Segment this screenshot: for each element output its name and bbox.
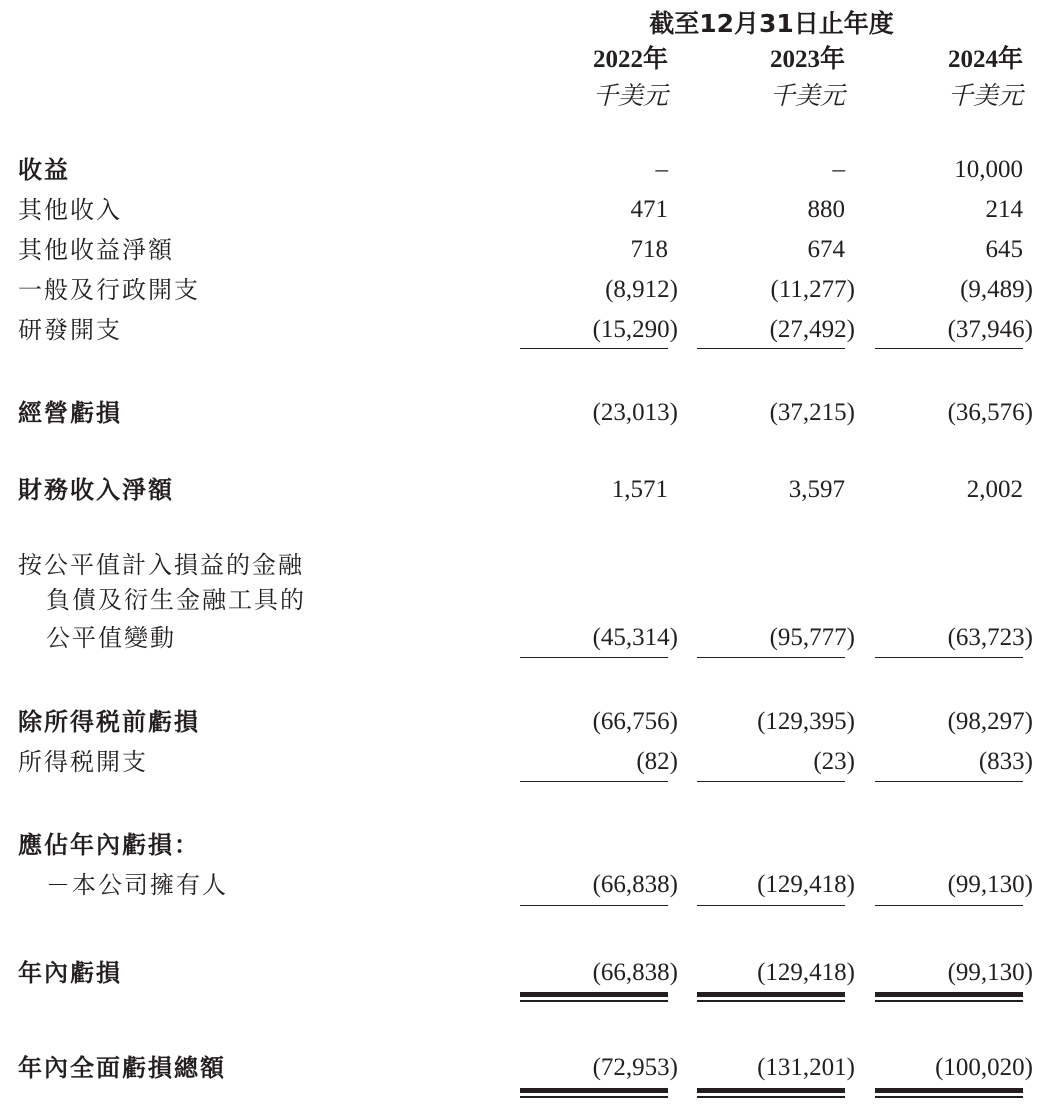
- table-row-fair-value-changes-line2: [0, 580, 1060, 620]
- total-double-rule: [697, 1088, 845, 1097]
- value-2024: (100,020): [935, 1054, 1033, 1081]
- row-label-line: 公平值變動: [46, 624, 176, 652]
- value-2023: 674: [807, 236, 845, 263]
- value-2023: 3,597: [788, 476, 845, 503]
- value-2022: (66,756): [592, 708, 678, 735]
- unit-label: 千美元: [947, 81, 1023, 110]
- value-2024: (37,946): [947, 316, 1033, 343]
- table-row-loss-attributable-heading: [0, 825, 1060, 865]
- value-2022: (82): [636, 748, 678, 775]
- value-2023: 880: [807, 196, 845, 223]
- total-double-rule: [520, 1088, 668, 1097]
- value-2023: (129,418): [757, 959, 855, 986]
- subtotal-rule: [697, 905, 845, 906]
- total-double-rule: [875, 992, 1023, 1001]
- value-2022: –: [655, 156, 668, 183]
- row-label: 其他收益淨額: [18, 236, 174, 264]
- value-2023: –: [832, 156, 845, 183]
- table-row-loss-before-tax: [0, 702, 1060, 742]
- value-2022: (15,290): [592, 316, 678, 343]
- value-2023: (11,277): [770, 276, 855, 303]
- value-2022: (66,838): [592, 871, 678, 898]
- row-label-line: 負債及衍生金融工具的: [46, 586, 306, 614]
- table-row-total-comprehensive-loss: [0, 1048, 1060, 1088]
- row-label: 財務收入淨額: [18, 476, 174, 504]
- value-2023: (95,777): [769, 624, 855, 651]
- row-label: 所得税開支: [18, 748, 148, 776]
- year-column-header-2023: [697, 42, 845, 114]
- table-row-owners-of-company: [0, 865, 1060, 905]
- subtotal-rule: [875, 905, 1023, 906]
- row-label: 其他收入: [18, 196, 122, 224]
- subtotal-rule: [520, 905, 668, 906]
- unit-label: 千美元: [769, 81, 845, 110]
- total-double-rule: [520, 992, 668, 1001]
- table-row-revenue: [0, 150, 1060, 190]
- value-2024: 214: [985, 196, 1023, 223]
- subtotal-rule: [697, 657, 845, 658]
- value-2023: (27,492): [769, 316, 855, 343]
- table-row-fair-value-changes-line1: [0, 545, 1060, 585]
- period-header: 截至12月31日止年度: [649, 9, 894, 38]
- table-row-other-income: [0, 190, 1060, 230]
- value-2022: (23,013): [592, 399, 678, 426]
- table-row-finance-income-net: [0, 470, 1060, 510]
- value-2024: 645: [985, 236, 1023, 263]
- row-label: 年內全面虧損總額: [18, 1054, 226, 1082]
- value-2023: (131,201): [757, 1054, 855, 1081]
- value-2022: (66,838): [592, 959, 678, 986]
- value-2023: (129,395): [757, 708, 855, 735]
- value-2024: (99,130): [947, 871, 1033, 898]
- year-label: 2022年: [592, 46, 668, 73]
- table-row-operating-loss: [0, 393, 1060, 433]
- row-label: 應佔年內虧損：: [18, 831, 200, 859]
- row-label-line: 按公平值計入損益的金融: [18, 551, 304, 579]
- year-label: 2023年: [769, 46, 845, 73]
- value-2024: (833): [978, 748, 1033, 775]
- total-double-rule: [697, 992, 845, 1001]
- value-2024: 10,000: [954, 156, 1023, 183]
- row-label: 除所得税前虧損: [18, 708, 200, 736]
- value-2022: 1,571: [611, 476, 668, 503]
- subtotal-rule: [520, 657, 668, 658]
- subtotal-rule: [697, 348, 845, 349]
- subtotal-rule: [875, 657, 1023, 658]
- value-2022: (72,953): [592, 1054, 678, 1081]
- value-2024: (63,723): [947, 624, 1033, 651]
- value-2024: 2,002: [966, 476, 1023, 503]
- value-2024: (36,576): [947, 399, 1033, 426]
- subtotal-rule: [875, 781, 1023, 782]
- subtotal-rule: [520, 348, 668, 349]
- row-label: 研發開支: [18, 316, 122, 344]
- unit-label: 千美元: [592, 81, 668, 110]
- value-2022: 718: [630, 236, 668, 263]
- total-double-rule: [875, 1088, 1023, 1097]
- subtotal-rule: [520, 781, 668, 782]
- value-2022: (8,912): [605, 276, 678, 303]
- row-label: 經營虧損: [18, 399, 122, 427]
- row-label: 年內虧損: [18, 959, 122, 987]
- row-label: －本公司擁有人: [46, 871, 228, 899]
- year-column-header-2022: [520, 42, 668, 114]
- value-2023: (23): [813, 748, 855, 775]
- value-2023: (37,215): [769, 399, 855, 426]
- value-2024: (98,297): [947, 708, 1033, 735]
- subtotal-rule: [875, 348, 1023, 349]
- row-label: 收益: [18, 156, 70, 184]
- value-2022: 471: [630, 196, 668, 223]
- table-row-income-tax-expense: [0, 742, 1060, 782]
- table-row-loss-for-year: [0, 953, 1060, 993]
- table-row-other-gains-net: [0, 230, 1060, 270]
- table-row-fair-value-changes: [0, 618, 1060, 658]
- year-label: 2024年: [947, 46, 1023, 73]
- row-label: 一般及行政開支: [18, 276, 200, 304]
- value-2024: (99,130): [947, 959, 1033, 986]
- table-row-rnd-expenses: [0, 310, 1060, 350]
- value-2023: (129,418): [757, 871, 855, 898]
- value-2022: (45,314): [592, 624, 678, 651]
- year-column-header-2024: [875, 42, 1023, 114]
- value-2024: (9,489): [960, 276, 1033, 303]
- subtotal-rule: [697, 781, 845, 782]
- table-row-general-admin-expenses: [0, 270, 1060, 310]
